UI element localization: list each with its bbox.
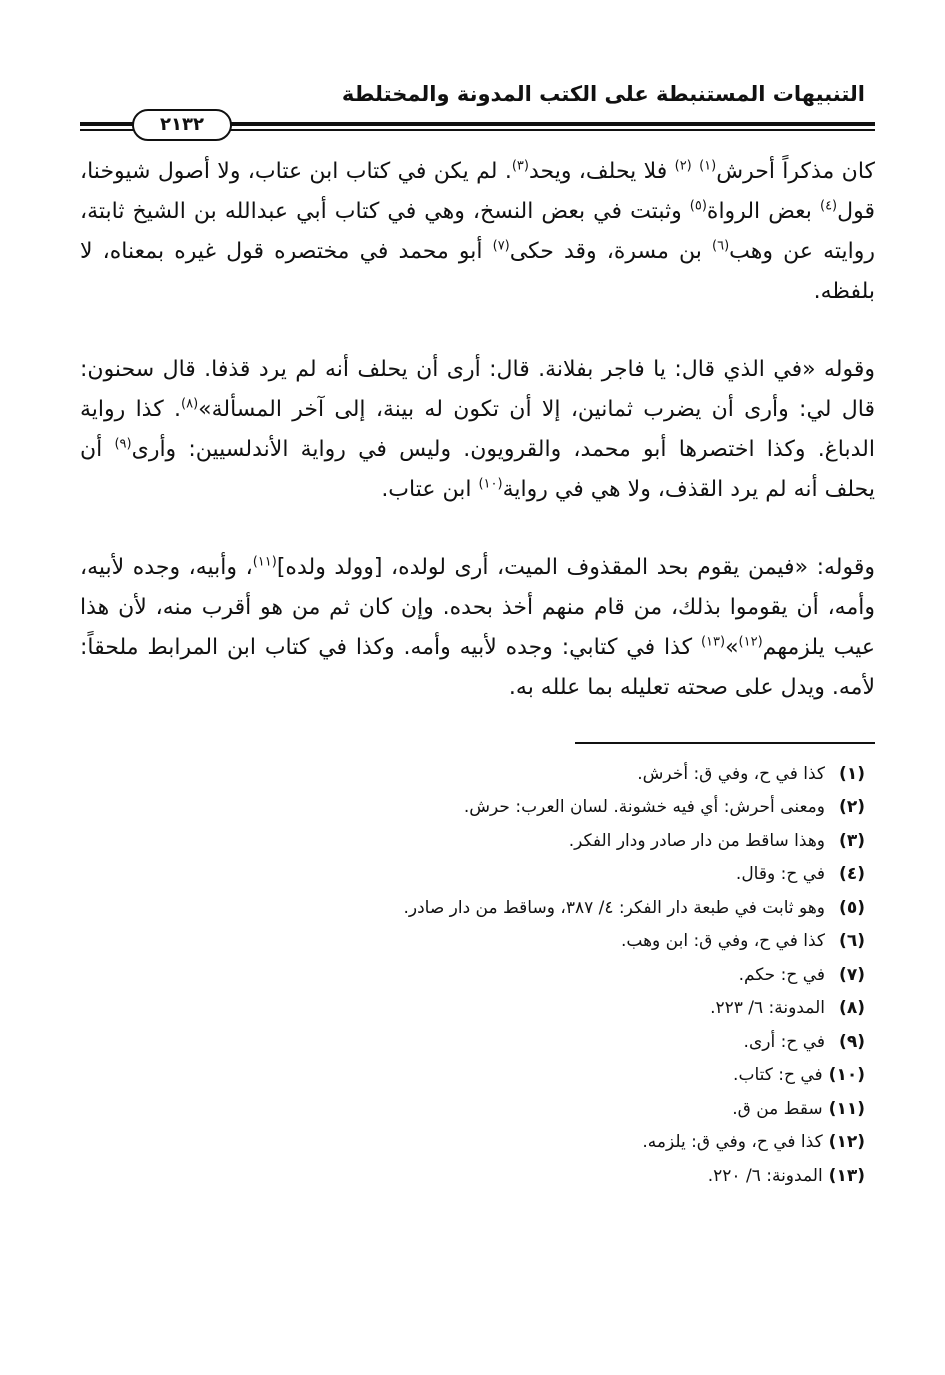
footnote [80,858,865,892]
footnote [80,1160,865,1194]
footnote-text: كذا في ح، وفي ق: يلزمه. [642,1132,823,1152]
text-segment: كذا في كتابي: وجده لأبيه وأمه. وكذا في كتاب ابن المرابط ملحقاً: لأمه. ويدل على صحته تعليله بما علله به. [80,635,875,700]
page-header [80,60,875,135]
footnote-text: وهذا ساقط من دار صادر ودار الفكر. [568,830,825,851]
main-text [80,152,875,708]
page [80,60,875,1193]
footnote-number: (٥) [839,897,865,918]
footnote-ref: (٥) [689,198,707,214]
footnote [80,1059,865,1093]
footnote-number: (١٣) [828,1165,865,1186]
text-segment: . كذا رواية الدباغ. وكذا اختصرها أبو محمد، والقرويون. وليس في رواية الأندلسيين: وأرى [80,397,875,462]
footnote [80,892,865,926]
footnote [80,758,865,792]
text-segment: بن مسرة، وقد حكى [509,239,713,264]
footnote-text: سقط من ق. [732,1098,823,1119]
footnote-text: كذا في ح، وفي ق: ابن وهب. [620,931,825,951]
footnote-ref: (٦) [712,238,730,254]
footnote-separator [575,742,875,744]
footnote-number: (١) [839,763,865,784]
footnote-number: (١٠) [828,1065,865,1085]
footnote-number: (١١) [828,1098,865,1119]
footnote [80,925,865,959]
footnote-text: في ح: أرى. [743,1031,825,1052]
footnote [80,1093,865,1127]
text-segment: كان مذكراً أحرش [716,159,876,184]
footnote-number: (١٢) [828,1132,865,1152]
footnote-number: (٢) [839,797,865,817]
footnote [80,825,865,859]
footnote [80,959,865,993]
running-title: التنبيهات المستنبطة على الكتب المدونة والمختلطة [341,82,865,106]
text-segment: بعض الرواة [706,199,820,224]
paragraph [80,548,875,708]
text-segment: وقوله «في الذي قال: يا فاجر بفلانة. قال: أرى أن يحلف أنه لم يرد قذفا. قال سحنون: قال لي: وأرى أن يضرب ثمانين، إلا أن تكون له بينة، إلى آخر المسألة» [80,357,875,422]
footnote-text: في ح: وقال. [735,864,825,884]
footnote [80,1026,865,1060]
footnote [80,1126,865,1160]
footnote-text: كذا في ح، وفي ق: أخرش. [637,763,825,784]
footnote-ref: (٨) [181,396,199,412]
footnote-ref: (١٠) [478,476,503,492]
footnote-text: في ح: حكم. [738,964,825,985]
footnote-text: ومعنى أحرش: أي فيه خشونة. لسان العرب: حرش. [463,797,825,817]
text-segment [692,159,699,184]
footnote-text: في ح: كتاب. [733,1065,823,1085]
footnote-ref: (١٢) [738,634,763,650]
footnote-ref: (١١) [252,554,277,570]
footnote-number: (٣) [839,830,865,851]
text-segment: أبو محمد في مختصره قول غيره بمعناه، لا بلفظه. [80,239,875,304]
text-segment: ابن عتاب. [381,477,479,502]
footnote-ref: (١) [699,158,717,174]
footnote [80,992,865,1026]
footnote-ref: (٢) [674,158,692,174]
footnote-number: (٤) [839,864,865,884]
footnote-text: وهو ثابت في طبعة دار الفكر: ٤/ ٣٨٧، وساقط من دار صادر. [403,897,825,918]
text-segment: وثبتت في بعض النسخ، وهي في كتاب أبي عبدالله بن الشيخ ثابتة، روايته عن وهب [80,199,875,264]
footnote-text: المدونة: ٦/ ٢٢٠. [707,1165,823,1186]
text-segment: . لم يكن في كتاب ابن عتاب، ولا أصول شيوخنا، قول [80,159,875,224]
footnote-ref: (٣) [511,158,529,174]
text-segment: » [725,635,739,660]
paragraph [80,350,875,510]
text-segment: فلا يحلف، ويحد [528,159,675,184]
footnotes [80,758,875,1194]
footnote-ref: (٧) [492,238,510,254]
footnote-number: (٧) [839,964,865,985]
footnote-number: (٩) [839,1031,865,1052]
footnote-number: (٦) [839,931,865,951]
footnote-text: المدونة: ٦/ ٢٢٣. [710,998,825,1018]
text-segment: وقوله: «فيمن يقوم بحد المقذوف الميت، أرى لولده، [وولد ولده] [276,555,876,580]
footnote-number: (٨) [839,998,865,1018]
footnote-ref: (٤) [819,198,838,214]
footnote [80,791,865,825]
footnote-ref: (٩) [114,436,132,452]
text-segment: ، وأبيه، وجده لأبيه، وأمه، أن يقوموا بذلك، من قام منهم أخذ بحده. وإن كان ثم من هو أقرب منه، لأن هذا عيب يلزمهم [80,555,875,660]
footnote-ref: (١٣) [700,634,726,650]
page-number: ٢١٣٢ [132,109,232,141]
text-segment: أن يحلف أنه لم يرد القذف، ولا هي في رواية [80,437,875,502]
paragraph [80,152,875,312]
